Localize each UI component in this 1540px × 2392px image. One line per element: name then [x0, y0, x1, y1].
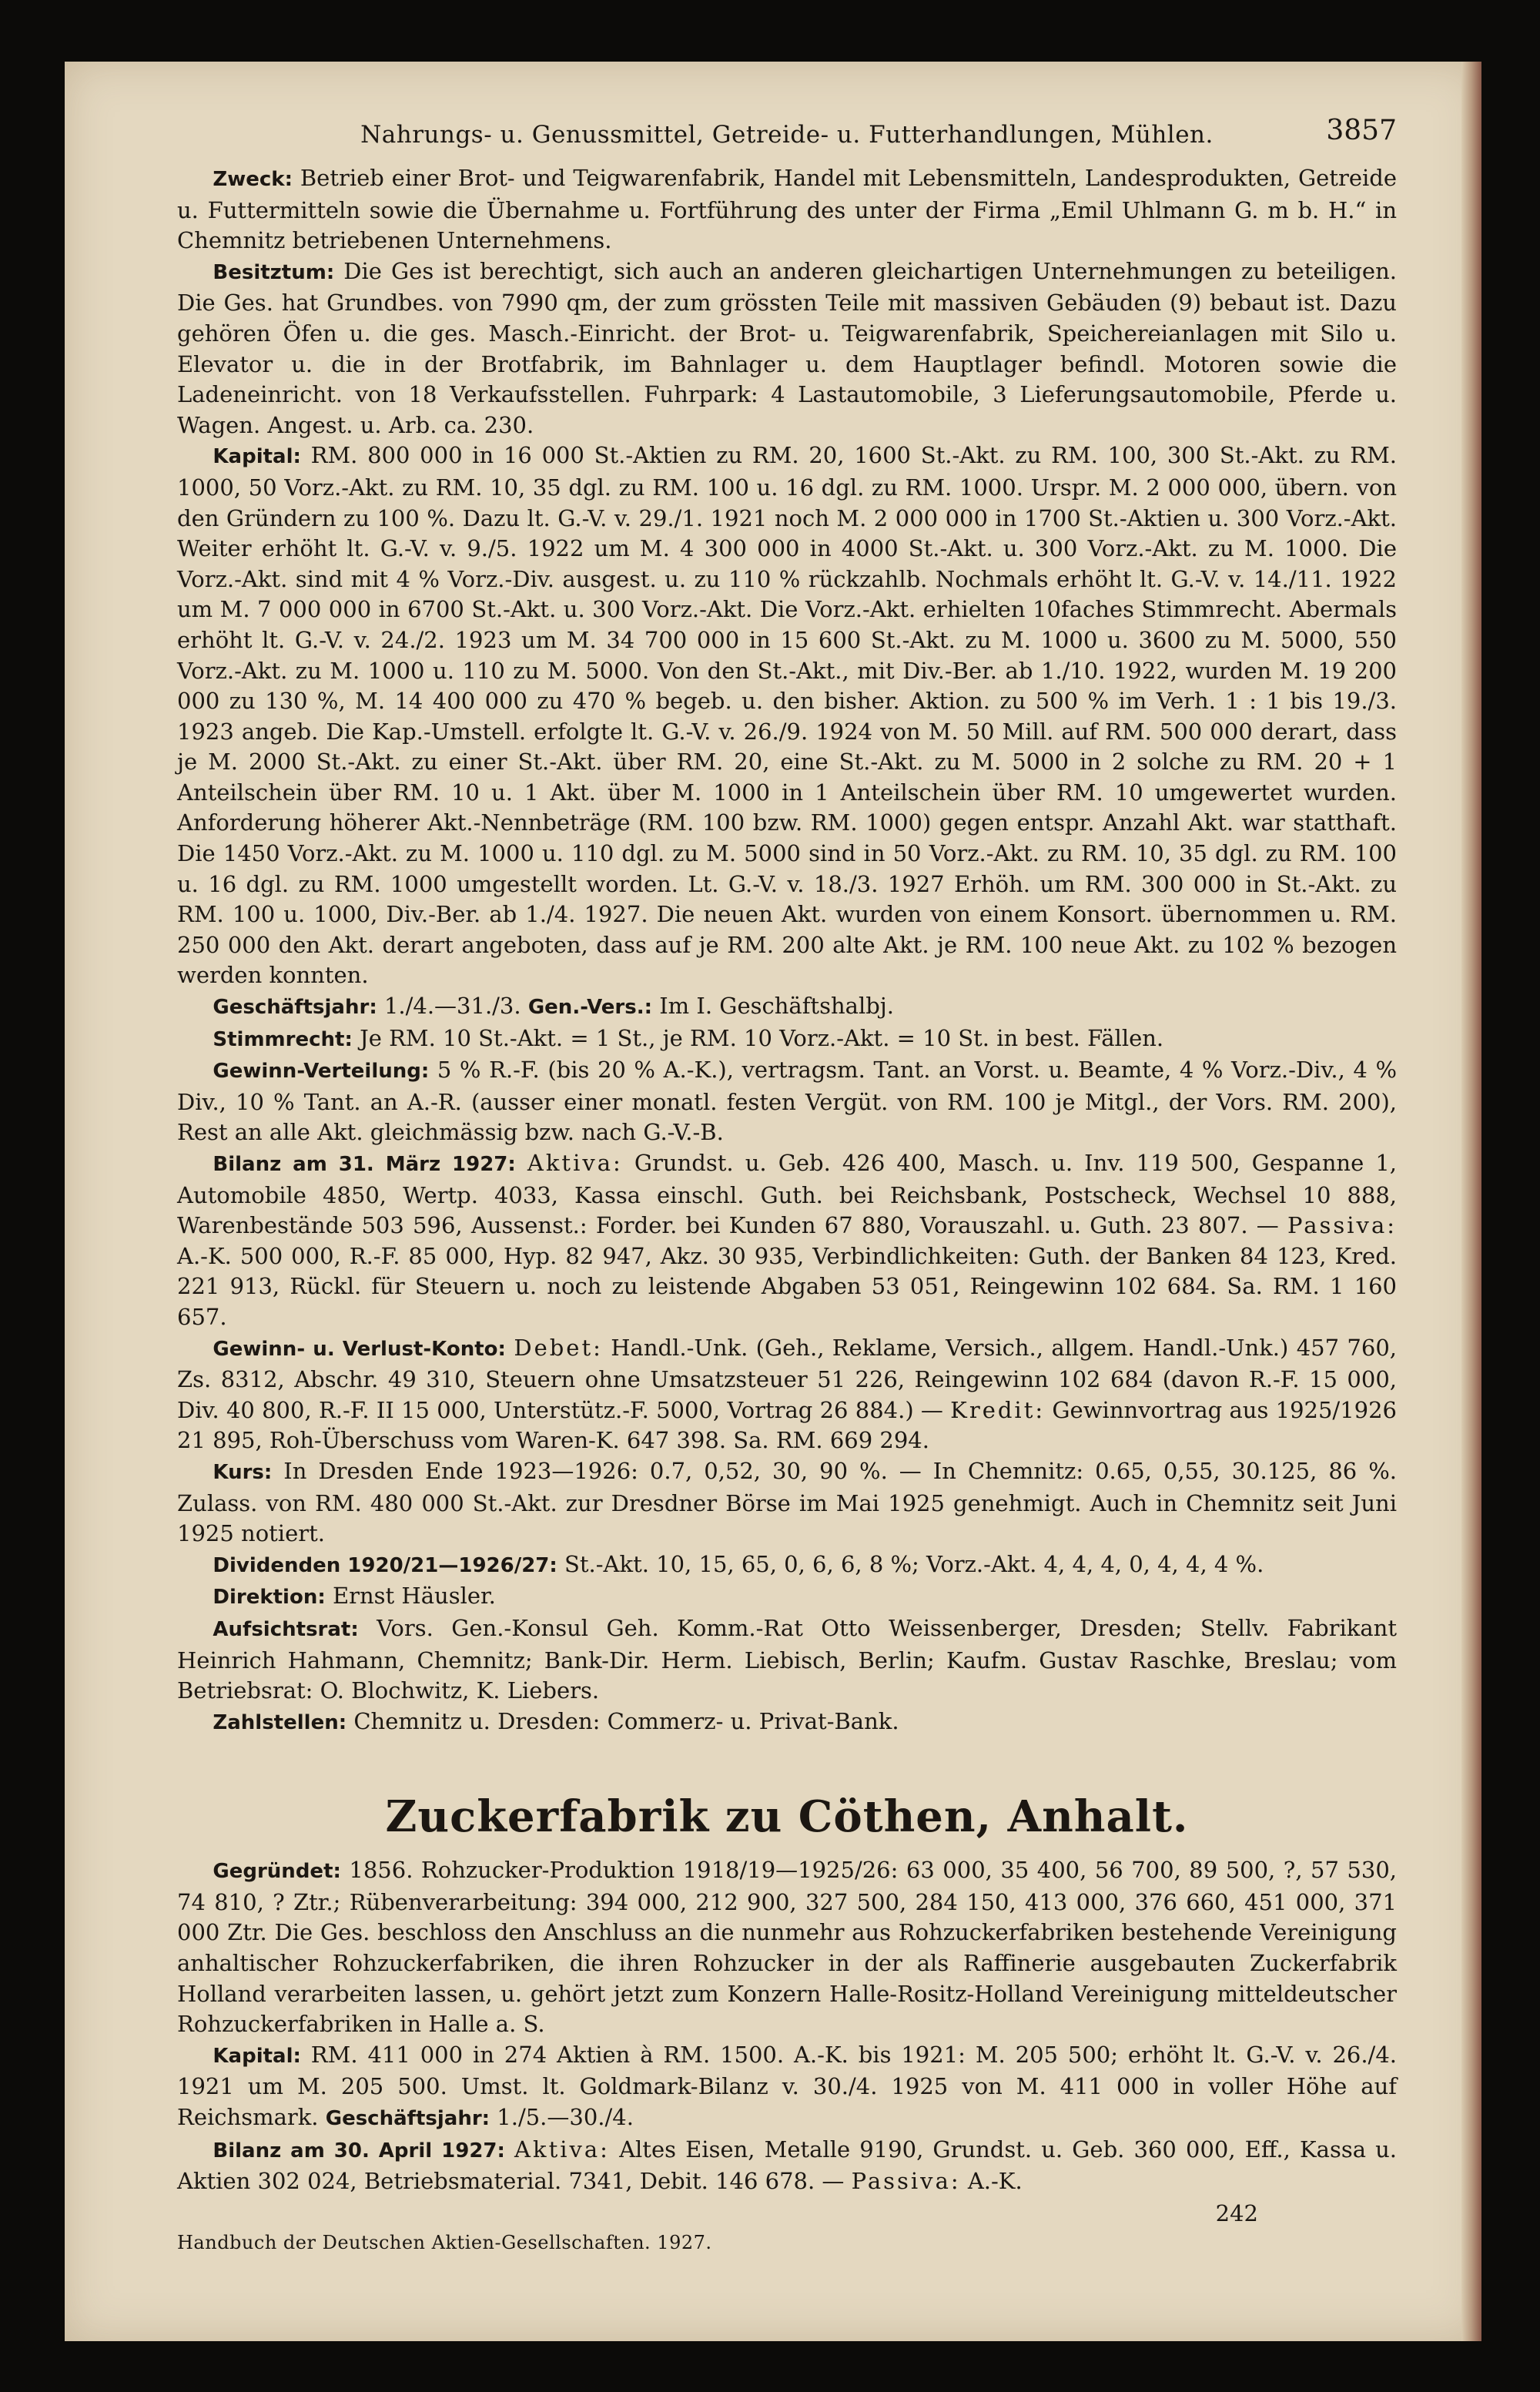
guv-label: Gewinn- u. Verlust-Konto:: [213, 1337, 506, 1361]
company-title-zuckerfabrik: Zuckerfabrik zu Cöthen, Anhalt.: [385, 1791, 1189, 1843]
bilanz2-aktiva-label: Aktiva:: [514, 2136, 610, 2163]
geschaeftsjahr-text: 1./4.—31./3.: [383, 993, 521, 1020]
bilanz2-passiva-text: A.-K.: [967, 2168, 1023, 2195]
kurs-text: In Dresden Ende 1923—1926: 0.7, 0,52, 30, 90 %. — In Chemnitz: 0.65, 0,55, 30.125, 86 %. Zulass. von RM. 480 000 St.-Akt. zur Dresdner Börse im Mai 1925 genehmigt. Auch in Chemnitz seit Juni 1925 notiert.: [177, 1457, 1397, 1547]
page-footer: Handbuch der Deutschen Aktien-Gesellschaften. 1927.: [177, 2232, 712, 2254]
stimmrecht-text: Je RM. 10 St.-Akt. = 1 St., je RM. 10 Vorz.-Akt. = 10 St. in best. Fällen.: [360, 1024, 1164, 1051]
zahlstellen-text: Chemnitz u. Dresden: Commerz- u. Privat-Bank.: [353, 1707, 899, 1734]
zweck-paragraph: [177, 163, 1397, 256]
gewinn-paragraph: [177, 1055, 1397, 1148]
aufsichtsrat-text: Vors. Gen.-Konsul Geh. Komm.-Rat Otto Weissenberger, Dresden; Stellv. Fabrikant Heinrich Hahmann, Chemnitz; Bank-Dir. Herm. Liebisch, Berlin; Kaufm. Gustav Raschke, Breslau; vom Betriebsrat: O. Blochwitz, K. Liebers.: [177, 1614, 1398, 1704]
stimmrecht-paragraph: [177, 1023, 1397, 1056]
gegruendet-label: Gegründet:: [213, 1860, 341, 1884]
bilanz-passiva-label: Passiva:: [1287, 1212, 1397, 1239]
guv-debet-text: Handl.-Unk. (Geh., Reklame, Versich., allgem. Handl.-Unk.) 457 760, Zs. 8312, Abschr. 49 310, Steuern ohne Umsatzsteuer 51 226, Reingewinn 102 684 (davon R.-F. 15 000, Div. 40 800, R.-F. II 15 000, Unterstütz.-F. 5000, Vortrag 26 884.) —: [177, 1334, 1398, 1423]
direktion-label: Direktion:: [213, 1586, 326, 1610]
gegruendet-paragraph: [177, 1855, 1397, 2040]
guv-kredit-label: Kredit:: [950, 1396, 1046, 1423]
bilanz-paragraph: [177, 1148, 1397, 1333]
kapital2-label: Kapital:: [213, 2044, 301, 2068]
zahlstellen-label: Zahlstellen:: [213, 1710, 347, 1734]
gewinn-label: Gewinn-Verteilung:: [213, 1060, 430, 1084]
stimmrecht-label: Stimmrecht:: [213, 1027, 353, 1051]
guv-debet-label: Debet:: [514, 1334, 603, 1361]
guv-paragraph: [177, 1333, 1397, 1456]
bilanz-aktiva-label: Aktiva:: [527, 1150, 623, 1176]
besitztum-paragraph: [177, 256, 1397, 441]
page-content: [177, 116, 1397, 2255]
book-page: [65, 62, 1481, 2341]
sheet-signature: 242: [1215, 2199, 1258, 2226]
bilanz-aktiva-text: Grundst. u. Geb. 426 400, Masch. u. Inv. 119 500, Gespanne 1, Automobile 4850, Wertp. 4033, Kassa einschl. Guth. bei Reichsbank, Postscheck, Wechsel 10 888, Warenbestände 503 596, Aussenst.: Forder. bei Kunden 67 880, Vorauszahl. u. Guth. 23 807. —: [177, 1150, 1398, 1239]
direktion-paragraph: [177, 1581, 1397, 1613]
guv-kredit-text: Gewinnvortrag aus 1925/1926 21 895, Roh-Überschuss vom Waren-K. 647 398. Sa. RM. 669 294.: [177, 1396, 1397, 1454]
gegruendet-text: 1856. Rohzucker-Produktion 1918/19—1925/26: 63 000, 35 400, 56 700, 89 500, ?, 57 530, 74 810, ? Ztr.; Rübenverarbeitung: 394 000, 212 900, 327 500, 284 150, 413 000, 376 660, 451 000, 371 000 Ztr. Die Ges. beschloss den Anschluss an die nunmehr aus Rohzuckerfabriken bestehende Vereinigung anhaltischer Rohzuckerfabriken, die ihren Rohzucker in der als Raffinerie ausgebauten Zuckerfabrik Holland verarbeiten lassen, u. gehört jetzt zum Konzern Halle-Rositz-Holland Vereinigung mitteldeutscher Rohzuckerfabriken in Halle a. S.: [177, 1857, 1398, 2038]
genvers-label: Gen.-Vers.:: [527, 996, 652, 1020]
kapital2-paragraph: [177, 2040, 1397, 2135]
kapital2-text: RM. 411 000 in 274 Aktien à RM. 1500. A.-K. bis 1921: M. 205 500; erhöht lt. G.-V. v. 26./4. 1921 um M. 205 500. Umst. lt. Goldmark-Bilanz v. 30./4. 1925 von M. 411 000 in voller Höhe auf Reichsmark.: [177, 2041, 1397, 2131]
aufsichtsrat-paragraph: [177, 1613, 1397, 1707]
kapital-paragraph: [177, 441, 1397, 991]
bilanz2-paragraph: [177, 2135, 1397, 2197]
genvers-text: Im I. Geschäftshalbj.: [659, 993, 894, 1020]
dividenden-text: St.-Akt. 10, 15, 65, 0, 6, 6, 8 %; Vorz.-Akt. 4, 4, 4, 0, 4, 4, 4 %.: [564, 1550, 1264, 1577]
geschaeftsjahr-label: Geschäftsjahr:: [213, 996, 377, 1020]
kurs-label: Kurs:: [213, 1460, 273, 1484]
dividenden-label: Dividenden 1920/21—1926/27:: [213, 1553, 557, 1577]
bilanz2-aktiva-text: Altes Eisen, Metalle 9190, Grundst. u. Geb. 360 000, Eff., Kassa u. Aktien 302 024, Betriebsmaterial. 7341, Debit. 146 678. —: [177, 2136, 1398, 2195]
kapital-label: Kapital:: [213, 445, 301, 469]
running-head-title: Nahrungs- u. Genussmittel, Getreide- u. Futterhandlungen, Mühlen.: [360, 121, 1214, 149]
book-spine: [1461, 62, 1481, 2341]
zahlstellen-paragraph: [177, 1707, 1397, 1739]
bilanz2-passiva-label: Passiva:: [851, 2168, 961, 2195]
kurs-paragraph: [177, 1456, 1397, 1549]
running-head: [177, 116, 1397, 163]
zweck-text: Betrieb einer Brot- und Teigwarenfabrik, Handel mit Lebensmitteln, Landesprodukten, Getreide u. Futtermitteln sowie die Übernahme u. Fortführung des unter der Firma „Emil Uhlmann G. m b. H.“ in Chemnitz betriebenen Unternehmens.: [177, 165, 1397, 254]
geschaeftsjahr-paragraph: [177, 991, 1397, 1023]
bilanz-label: Bilanz am 31. März 1927:: [213, 1153, 516, 1176]
geschaeftsjahr2-text: 1./5.—30./4.: [497, 2104, 634, 2131]
besitztum-label: Besitztum:: [213, 260, 335, 284]
page-number: 3857: [1326, 115, 1397, 146]
besitztum-text: Die Ges ist berechtigt, sich auch an anderen gleichartigen Unternehmungen zu beteiligen. Die Ges. hat Grundbes. von 7990 qm, der zum grössten Teile mit massiven Gebäuden (9) bebaut ist. Dazu gehören Öfen u. die ges. Masch.-Einricht. der Brot- u. Teigwarenfabrik, Speichereianlagen mit Silo u. Elevator u. die in der Brotfabrik, im Bahnlager u. dem Hauptlager befindl. Motoren sowie die Ladeneinricht. von 18 Verkaufsstellen. Fuhrpark: 4 Lastautomobile, 3 Lieferungsautomobile, Pferde u. Wagen. Angest. u. Arb. ca. 230.: [177, 257, 1397, 438]
bilanz-passiva-text: A.-K. 500 000, R.-F. 85 000, Hyp. 82 947, Akz. 30 935, Verbindlichkeiten: Guth. der Banken 84 123, Kred. 221 913, Rückl. für Steuern u. noch zu leistende Abgaben 53 051, Reingewinn 102 684. Sa. RM. 1 160 657.: [177, 1242, 1397, 1330]
bilanz2-label: Bilanz am 30. April 1927:: [213, 2139, 505, 2163]
gewinn-text: 5 % R.-F. (bis 20 % A.-K.), vertragsm. Tant. an Vorst. u. Beamte, 4 % Vorz.-Div., 4 % Div., 10 % Tant. an A.-R. (ausser einer monatl. festen Vergüt. von RM. 100 je Mitgl., der Vors. RM. 200), Rest an alle Akt. gleichmässig bzw. nach G.-V.-B.: [177, 1057, 1398, 1146]
dividenden-paragraph: [177, 1549, 1397, 1582]
direktion-text: Ernst Häusler.: [332, 1583, 496, 1610]
aufsichtsrat-label: Aufsichtsrat:: [213, 1617, 359, 1641]
geschaeftsjahr2-label: Geschäftsjahr:: [325, 2107, 490, 2131]
zweck-label: Zweck:: [213, 168, 293, 191]
kapital-text: RM. 800 000 in 16 000 St.-Aktien zu RM. 20, 1600 St.-Akt. zu RM. 100, 300 St.-Akt. zu RM. 1000, 50 Vorz.-Akt. zu RM. 10, 35 dgl. zu RM. 100 u. 16 dgl. zu RM. 1000. Urspr. M. 2 000 000, übern. von den Gründern zu 100 %. Dazu lt. G.-V. v. 29./1. 1921 noch M. 2 000 000 in 1700 St.-Aktien u. 300 Vorz.-Akt. Weiter erhöht lt. G.-V. v. 9./5. 1922 um M. 4 300 000 in 4000 St.-Akt. u. 300 Vorz.-Akt. zu M. 1000. Die Vorz.-Akt. sind mit 4 % Vorz.-Div. ausgest. u. zu 110 % rückzahlb. Nochmals erhöht lt. G.-V. v. 14./11. 1922 um M. 7 000 000 in 6700 St.-Akt. u. 300 Vorz.-Akt. Die Vorz.-Akt. erhielten 10faches Stimmrecht. Abermals erhöht lt. G.-V. v. 24./2. 1923 um M. 34 700 000 in 15 600 St.-Akt. zu M. 1000 u. 3600 zu M. 5000, 550 Vorz.-Akt. zu M. 1000 u. 110 zu M. 5000. Von den St.-Akt., mit Div.-Ber. ab 1./10. 1922, wurden M. 19 200 000 zu 130 %, M. 14 400 000 zu 470 % begeb. u. den bisher. Aktion. zu 500 % im Verh. 1 : 1 bis 19./3. 1923 angeb. Die Kap.-Umstell. erfolgte lt. G.-V. v. 26./9. 1924 von M. 50 Mill. auf RM. 500 000 derart, dass je M. 2000 St.-Akt. zu einer St.-Akt. über RM. 20, eine St.-Akt. zu M. 5000 in 2 solche zu RM. 20 + 1 Anteilschein über RM. 10 u. 1 Akt. über M. 1000 in 1 Anteilschein über RM. 10 umgewertet wurden. Anforderung höherer Akt.-Nennbeträge (RM. 100 bzw. RM. 1000) gegen entspr. Anzahl Akt. war statthaft. Die 1450 Vorz.-Akt. zu M. 1000 u. 110 dgl. zu M. 5000 sind in 50 Vorz.-Akt. zu RM. 10, 35 dgl. zu RM. 100 u. 16 dgl. zu RM. 1000 umgestellt worden. Lt. G.-V. v. 18./3. 1927 Erhöh. um RM. 300 000 in St.-Akt. zu RM. 100 u. 1000, Div.-Ber. ab 1./4. 1927. Die neuen Akt. wurden von einem Konsort. übernommen u. RM. 250 000 den Akt. derart angeboten, dass auf je RM. 200 alte Akt. je RM. 100 neue Akt. zu 102 % bezogen werden konnten.: [177, 442, 1397, 989]
